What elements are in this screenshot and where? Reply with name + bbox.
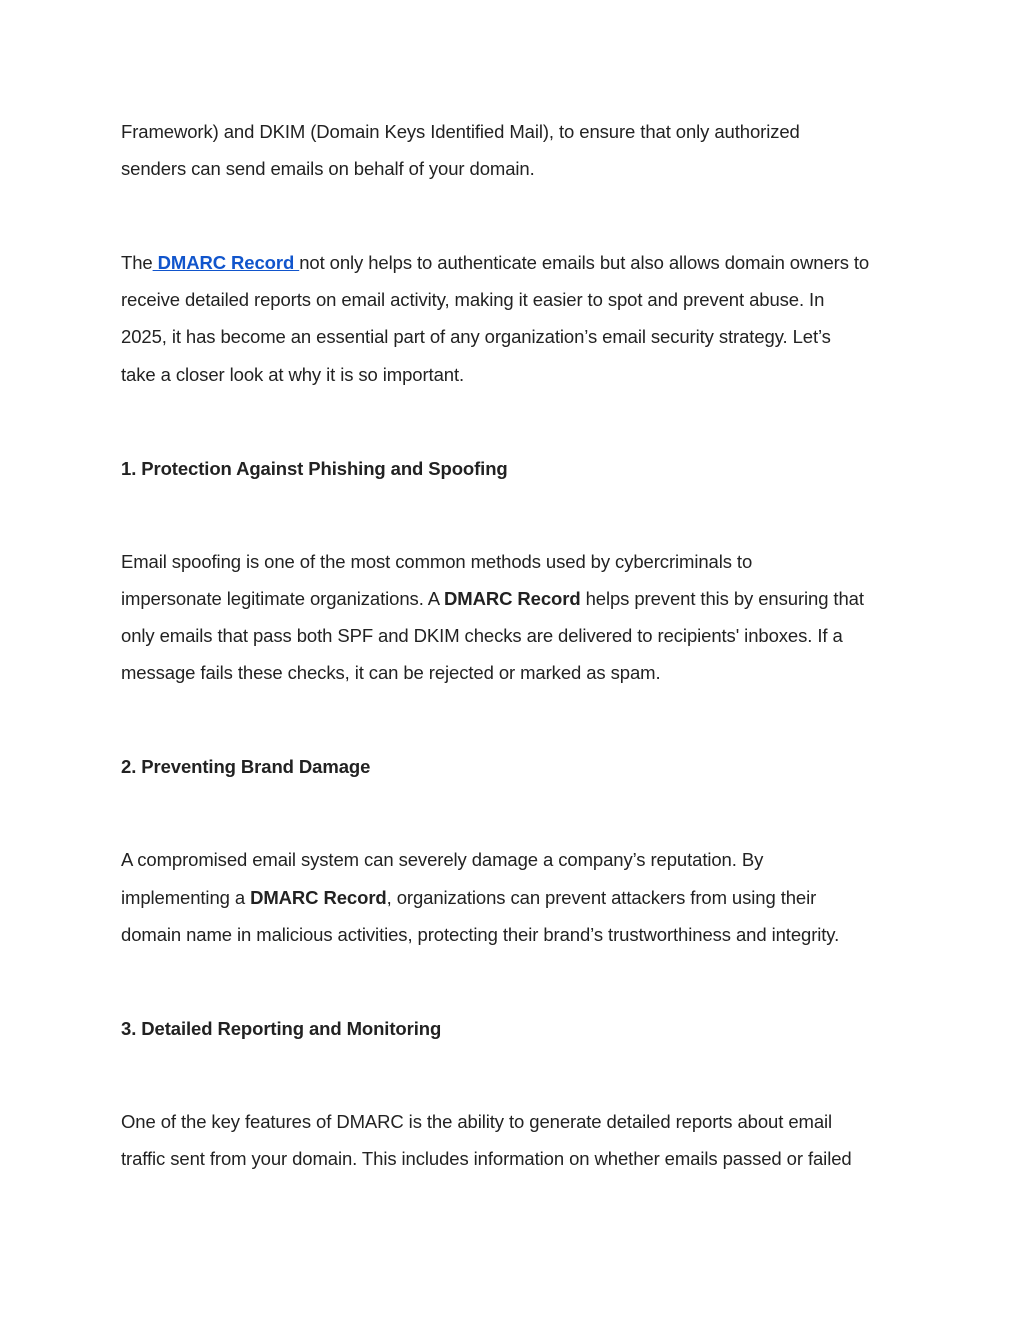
section1-line-4: message fails these checks, it can be rejected or marked as spam. [121, 662, 661, 683]
para2-line-1 [121, 251, 869, 275]
para2-line1-rest: not only helps to authenticate emails but also allows domain owners to [299, 252, 870, 273]
para2-line-2: receive detailed reports on email activity, making it easier to spot and prevent abuse. In [121, 289, 825, 310]
section1-heading: 1. Protection Against Phishing and Spoofing [121, 458, 508, 479]
section1-line-3: only emails that pass both SPF and DKIM checks are delivered to recipients' inboxes. If a [121, 625, 843, 646]
section3-line-2: traffic sent from your domain. This includes information on whether emails passed or failed [121, 1148, 852, 1169]
para2-line-3: 2025, it has become an essential part of any organization’s email security strategy. Let’s [121, 326, 831, 347]
section3-heading: 3. Detailed Reporting and Monitoring [121, 1018, 442, 1039]
section2-line2-post: , organizations can prevent attackers from using their [386, 887, 817, 908]
section1-line-1: Email spoofing is one of the most common methods used by cybercriminals to [121, 551, 753, 572]
section2-line-3: domain name in malicious activities, protecting their brand’s trustworthiness and integrity. [121, 924, 840, 945]
section3-line-1: One of the key features of DMARC is the ability to generate detailed reports about email [121, 1111, 833, 1132]
para2-prefix: The [121, 252, 153, 273]
section2-line-1: A compromised email system can severely damage a company’s reputation. By [121, 849, 764, 870]
section1-line2-post: helps prevent this by ensuring that [580, 588, 864, 609]
section2-dmarc-bold: DMARC Record [250, 887, 387, 908]
dmarc-record-link[interactable]: DMARC Record [152, 252, 300, 273]
section2-line-2 [121, 886, 816, 910]
section1-line-2 [121, 587, 864, 611]
intro-line-2: senders can send emails on behalf of your domain. [121, 158, 535, 179]
intro-line-1: Framework) and DKIM (Domain Keys Identified Mail), to ensure that only authorized [121, 121, 800, 142]
para2-line-4: take a closer look at why it is so important. [121, 364, 465, 385]
section2-heading: 2. Preventing Brand Damage [121, 756, 371, 777]
section1-line2-pre: impersonate legitimate organizations. A [121, 588, 445, 609]
section1-dmarc-bold: DMARC Record [444, 588, 581, 609]
section2-line2-pre: implementing a [121, 887, 251, 908]
